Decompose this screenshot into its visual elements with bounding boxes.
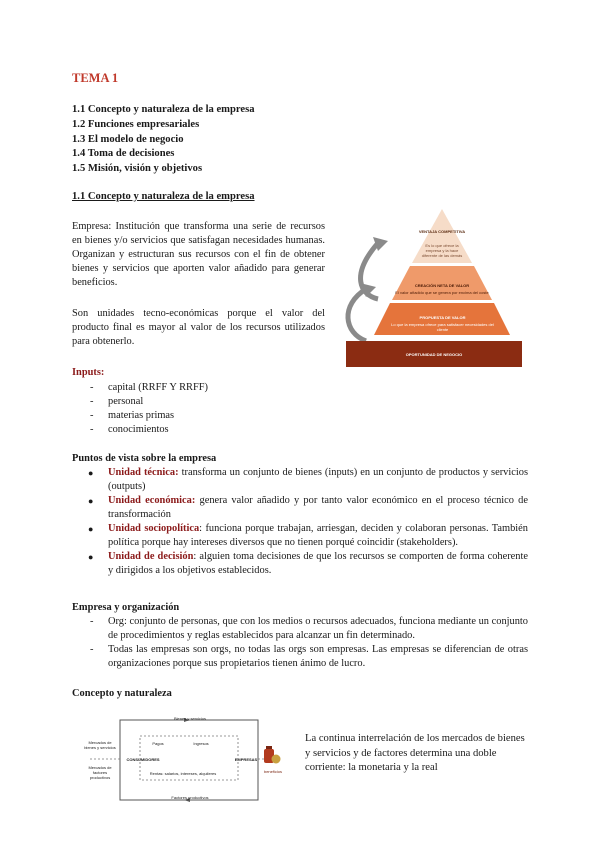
diagram-left-note-bottom: Mercados de factores productivos <box>88 765 112 780</box>
table-of-contents <box>72 103 255 177</box>
toc-item: 1.5 Misión, visión y objetivos <box>72 163 203 175</box>
term-description: : funciona porque trabajan, arriesgan, deciden y colaboran personas. También política porque hay intereses diversos que no tienen porqué coincidir (stakeholders). <box>108 523 528 548</box>
puntos-heading: Puntos de vista sobre la empresa <box>72 453 217 464</box>
pyramid-low-title: PROPUESTA DE VALOR <box>419 315 466 320</box>
puntos-list <box>72 466 528 578</box>
diagram-bottom-label: Factores productivos <box>171 795 209 800</box>
term-description: : alguien toma decisiones de que los recursos se comporten de forma coherente y dirigidos a los objetivos establecidos. <box>108 551 528 576</box>
pyramid-base-title: OPORTUNIDAD DE NEGOCIO <box>405 352 463 357</box>
pyramid-low-text: Lo que la empresa ofrece para satisfacer necesidades del cliente <box>391 322 494 332</box>
inputs-heading: Inputs: <box>72 367 105 378</box>
pyramid-mid-title: CREACIÓN NETA DE VALOR <box>414 283 470 288</box>
term-unidad-sociopolitica: Unidad sociopolítica <box>108 523 200 534</box>
diagram-inner-bottom: Rentas: salarios, intereses, alquileres <box>149 771 217 776</box>
term-description: transforma un conjunto de bienes (inputs) en un conjunto de productos y servicios (outputs) <box>108 467 528 492</box>
money-bag-tie <box>266 746 272 749</box>
term-unidad-tecnica: Unidad técnica: <box>108 467 179 478</box>
list-item: - personal <box>72 395 372 409</box>
list-item <box>72 550 528 578</box>
empresa-paragraph: Empresa: Institución que transforma una serie de recursos en bienes y/o servicios que satisfagan necesidades humanas. Organizan y estructuran sus recursos con el fin de obtener bienes y servicios que aporten valor añadido para generar beneficios. <box>72 221 325 288</box>
section-heading: 1.1 Concepto y naturaleza de la empresa <box>72 191 255 202</box>
diagram-left-note-top: Mercados de bienes y servicios <box>84 740 116 750</box>
list-item: - materias primas <box>72 409 372 423</box>
term-unidad-decision: Unidad de decisión <box>108 551 194 562</box>
list-item: - Todas las empresas son orgs, no todas las orgs son empresas. Las empresas se diferencian de otras organizaciones porque sus propietarios tienen ánimo de lucro. <box>72 643 528 671</box>
term-unidad-economica: Unidad económica: <box>108 495 196 506</box>
concepto-paragraph: La continua interrelación de los mercados de bienes y servicios y de factores determina una doble corriente: la monetaria y la real <box>305 733 525 773</box>
empresa-org-list <box>72 615 528 671</box>
list-item <box>72 494 528 522</box>
toc-item: 1.3 El modelo de negocio <box>72 133 184 145</box>
concepto-heading: Concepto y naturaleza <box>72 688 172 699</box>
inputs-list <box>72 381 372 437</box>
pyramid-top-title: VENTAJA COMPETITIVA <box>418 229 466 234</box>
toc-item: 1.2 Funciones empresariales <box>72 118 200 130</box>
list-item: - conocimientos <box>72 423 372 437</box>
empresa-org-heading: Empresa y organización <box>72 602 180 613</box>
toc-item: 1.4 Toma de decisiones <box>72 148 175 160</box>
diagram-right-note: beneficios <box>263 769 282 774</box>
list-item <box>72 466 528 494</box>
diagram-inner-left: Pagos <box>152 741 164 746</box>
page-title: TEMA 1 <box>72 71 119 85</box>
diagram-left-entity: CONSUMIDORES <box>126 757 160 762</box>
unidades-paragraph: Son unidades tecno-económicas porque el valor del producto final es mayor al valor de los recursos utilizados para obtenerlo. <box>72 308 325 347</box>
lower-cycle-arrow <box>348 289 366 341</box>
pyramid-mid-text: El valor añadido que se genera por encima del coste <box>395 290 489 295</box>
money-bag-icon <box>262 743 282 767</box>
list-item: - capital (RRFF Y RRFF) <box>72 381 372 395</box>
diagram-inner-right: Ingresos <box>193 741 209 746</box>
diagram-top-label: Bienes y servicios <box>173 716 206 721</box>
list-item: - Org: conjunto de personas, que con los medios o recursos adecuados, funciona mediante un conjunto de procedimientos y reglas establecidos para alcanzar un fin determinado. <box>72 615 528 643</box>
pyramid-top-text: Es lo que ofrece la empresa y la hace diferente de las demás <box>421 243 463 258</box>
term-description: genera valor añadido y por tanto valor económico en el proceso técnico de transformación <box>108 495 528 520</box>
list-item <box>72 522 528 550</box>
diagram-right-entity: EMPRESAS <box>234 757 258 762</box>
coin <box>272 755 281 764</box>
toc-item: 1.1 Concepto y naturaleza de la empresa <box>72 104 255 115</box>
